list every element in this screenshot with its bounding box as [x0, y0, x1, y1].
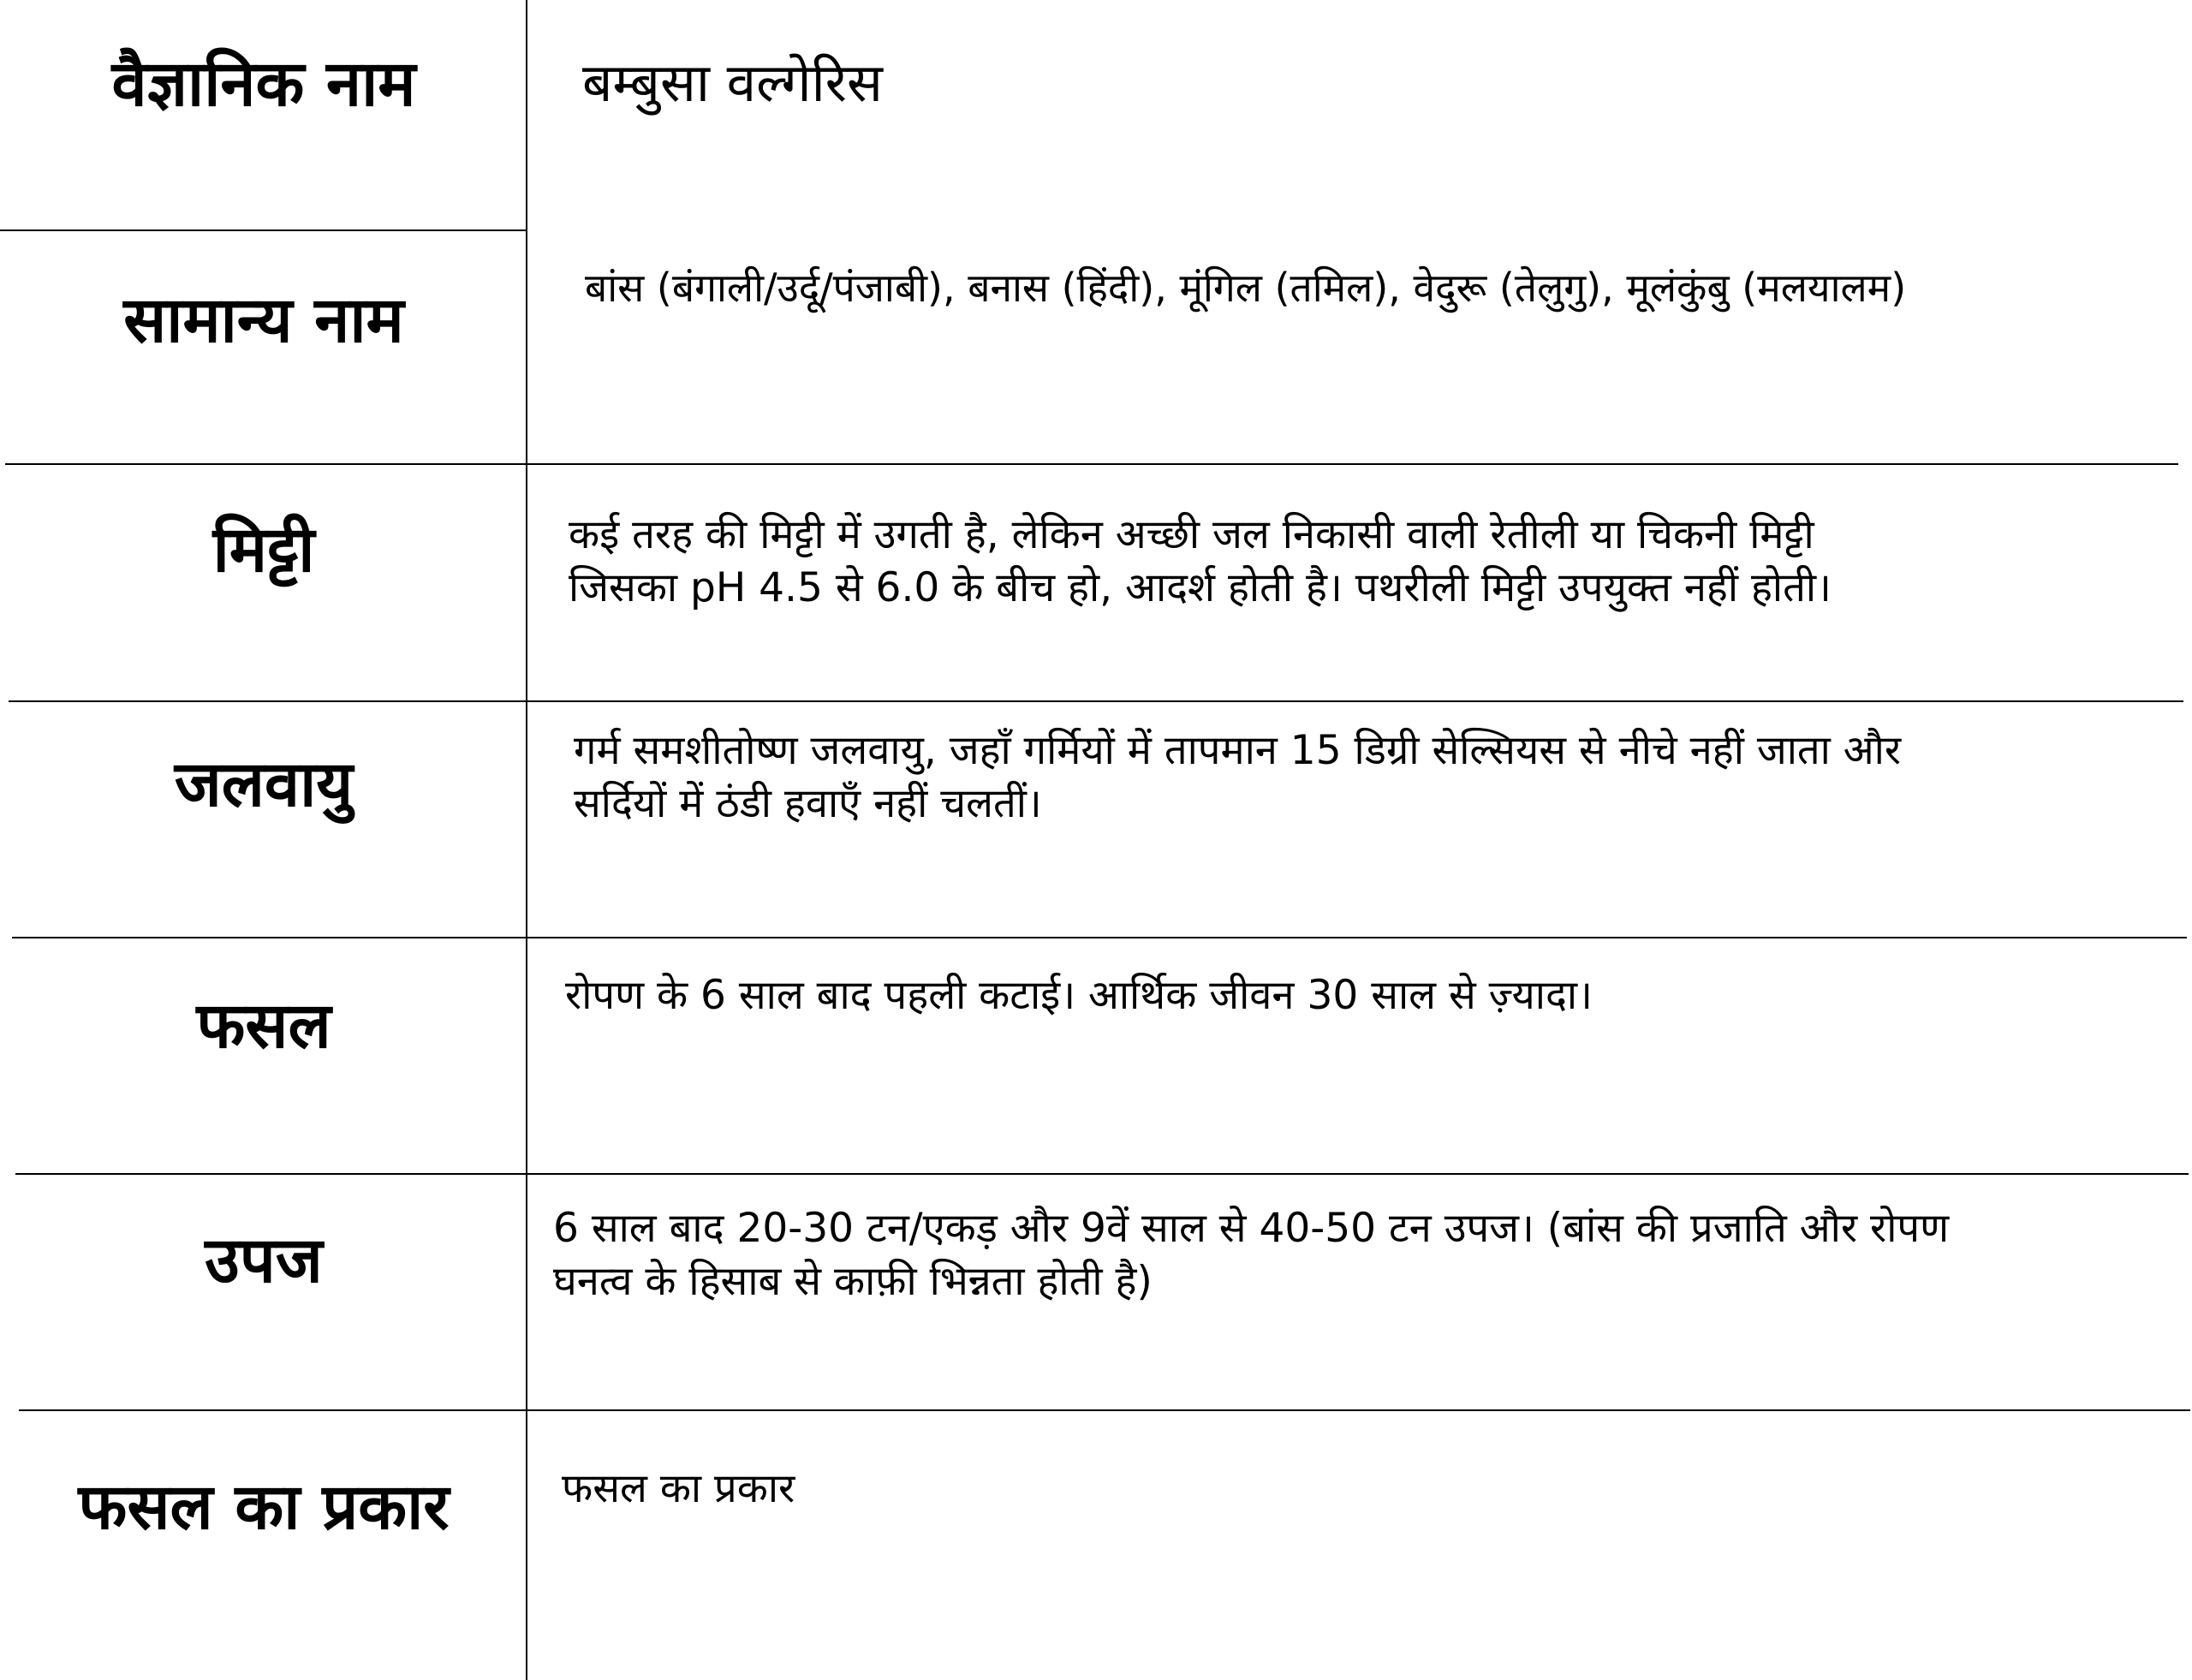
row-divider: [0, 229, 527, 231]
row-label-scientific-name: वैज्ञानिक नाम: [111, 47, 416, 121]
row-label-crop-type: फसल का प्रकार: [78, 1470, 450, 1544]
row-divider: [5, 463, 2178, 465]
row-value-soil: कई तरह की मिट्टी में उगती है, लेकिन अच्छी जल निकासी वाली रेतीली या चिकनी मिट्टी जिसका pH 4.5 से 6.0 के बीच हो, आदर्श होती है। पथरीली मिट्टी उपयुक्त नहीं होती।: [569, 511, 1832, 612]
row-value-yield: 6 साल बाद 20-30 टन/एकड़ और 9वें साल से 40-50 टन उपज। (बांस की प्रजाति और रोपण घनत्व के हिसाब से काफ़ी भिन्नता होती है): [553, 1205, 1950, 1306]
row-divider: [15, 1173, 2189, 1175]
row-label-climate: जलवायु: [174, 748, 354, 821]
row-value-crop-type: फसल का प्रकार: [562, 1465, 795, 1512]
row-value-climate: गर्म समशीतोष्ण जलवायु, जहाँ गर्मियों में तापमान 15 डिग्री सेल्सियस से नीचे नहीं जाता और सर्दियों में ठंडी हवाएँ नहीं चलतीं।: [574, 727, 1902, 828]
row-value-scientific-name: बम्बुसा वल्गेरिस: [582, 51, 883, 114]
row-value-harvest: रोपण के 6 साल बाद पहली कटाई। आर्थिक जीवन 30 साल से ज़्यादा।: [565, 972, 1593, 1019]
row-value-common-name: बांस (बंगाली/उर्दू/पंजाबी), बनास (हिंदी), मूंगिल (तमिल), वेदुरू (तेलुगु), मूलंकुंबु (मलयालम): [585, 265, 1907, 311]
row-label-soil: मिट्टी: [212, 513, 315, 587]
column-divider: [526, 0, 527, 1680]
row-divider: [12, 937, 2187, 938]
row-divider: [9, 700, 2183, 702]
row-label-common-name: सामान्य नाम: [123, 283, 404, 357]
row-label-yield: उपज: [205, 1224, 323, 1297]
row-divider: [19, 1409, 2190, 1411]
row-label-harvest: फसल: [196, 989, 331, 1063]
